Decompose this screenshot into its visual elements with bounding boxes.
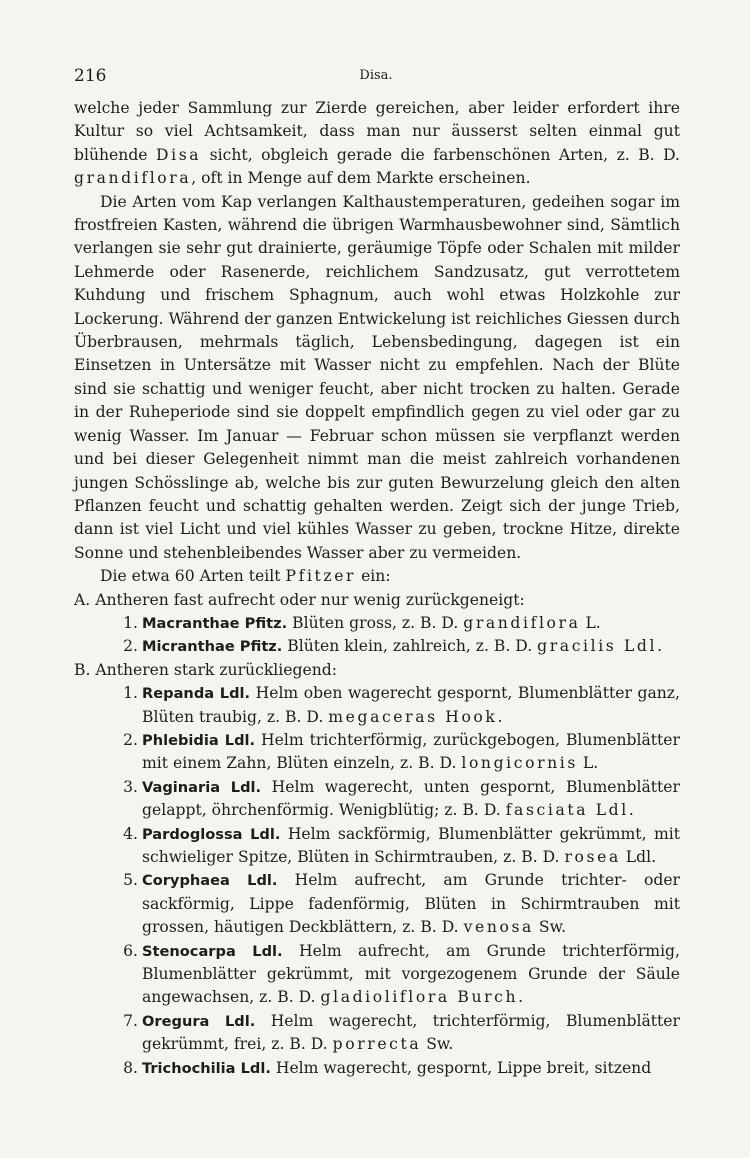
text-run: Helm wagerecht, unten gespornt, Blumenblätter gelappt, öhrchenförmig. Wenigblütig; z. B. D. (142, 777, 680, 820)
genus-name: Stenocarpa Ldl. (142, 942, 283, 960)
paragraph (74, 565, 680, 588)
text-run: Sw. (421, 1035, 454, 1054)
list-item (74, 1057, 680, 1080)
text-run: Helm wagerecht, gespornt, Lippe breit, sitzend (270, 1058, 652, 1077)
list-item (74, 635, 680, 658)
spaced-name: grandiflora (463, 613, 581, 632)
genus-name: Oregura Ldl. (142, 1012, 256, 1030)
spaced-name: fasciata Ldl. (505, 801, 637, 820)
item-number: 8. (123, 1058, 138, 1077)
genus-name: Macranthae Pfitz. (142, 614, 288, 632)
text-run: Helm sackförmig, Blumenblätter gekrümmt, mit schwieliger Spitze, Blüten in Schirmtrauben, z. B. D. (142, 824, 681, 866)
page-header (74, 66, 678, 90)
genus-name: Pardoglossa Ldl. (142, 825, 281, 843)
text-run: Die etwa 60 Arten teilt (100, 567, 286, 586)
group-heading (74, 589, 680, 612)
item-number: 2. (123, 730, 138, 749)
text-run: Blüten gross, z. B. D. (287, 613, 464, 632)
paragraph (74, 97, 680, 191)
spaced-name: longicornis (461, 754, 578, 773)
list-item (74, 869, 680, 939)
spaced-name: venosa (463, 918, 534, 937)
text-run: sicht, obgleich gerade die farbenschönen Arten, z. B. D. (201, 145, 680, 164)
group-text: Antheren fast aufrecht oder nur wenig zurückgeneigt: (95, 590, 525, 609)
spaced-name: grandiflora (74, 169, 192, 188)
running-title: Disa. (359, 68, 393, 83)
group-heading (74, 659, 680, 682)
item-number: 2. (123, 637, 138, 656)
text-run: Die Arten vom Kap verlangen Kalthaustemperaturen, gedeihen sogar im frostfreien Kasten, während die übrigen Warmhausbewohner sind, Sämtlich verlangen sie sehr gut drainierte, geräumige Töpfe oder Schalen mit milder Lehmerde oder Rasenerde, reichlichem Sandzusatz, gut verrottetem Kuhdung und frischem Sphagnum, auch wohl etwas Holzkohle zur Lockerung. Während der ganzen Entwickelung ist reichliches Giessen durch Überbrausen, mehrmals täglich, Lebensbedingung, dagegen ist ein Einsetzen in Untersätze mit Wasser nicht zu empfehlen. Nach der Blüte sind sie schattig und weniger feucht, aber nicht trocken zu halten. Gerade in der Ruheperiode sind sie doppelt empfindlich gegen zu viel oder gar zu wenig Wasser. Im Januar — Februar schon müssen sie verpflanzt werden und bei dieser Gelegenheit nimmt man die meist zahlreich vorhandenen jungen Schösslinge ab, welche bis zur guten Bewurzelung gleich den alten Pflanzen feucht und schattig gehalten werden. Zeigt sich der junge Trieb, dann ist viel Licht und viel kühles Wasser zu geben, trockne Hitze, direkte Sonne und stehenbleibendes Wasser aber zu vermeiden. (74, 192, 680, 562)
group-label: B. (74, 660, 91, 679)
text-run: Sw. (533, 918, 567, 937)
item-number: 5. (123, 871, 138, 890)
item-number: 3. (123, 777, 138, 796)
list-item (74, 940, 680, 1010)
genus-name: Repanda Ldl. (142, 685, 251, 703)
item-number: 7. (123, 1011, 138, 1030)
text-run: Helm trichterförmig, zurückgebogen, Blumenblätter mit einem Zahn, Blüten einzeln, z. B. D. (142, 730, 680, 773)
genus-name: Trichochilia Ldl. (142, 1059, 271, 1077)
item-number: 6. (123, 941, 138, 960)
group-text: Antheren stark zurückliegend: (95, 660, 337, 679)
genus-name: Phlebidia Ldl. (142, 731, 256, 749)
item-number: 1. (123, 613, 138, 632)
text-run: L. (580, 613, 601, 632)
text-run: ein: (356, 567, 391, 586)
item-number: 4. (123, 824, 138, 843)
text-run: , oft in Menge auf dem Markte erscheinen. (191, 169, 531, 188)
spaced-name: Disa (156, 145, 202, 164)
spaced-name: gladioliflora Burch. (320, 988, 526, 1007)
list-item (74, 776, 680, 823)
list-item (74, 823, 680, 870)
genus-name: Coryphaea Ldl. (142, 872, 278, 890)
spaced-name: gracilis Ldl. (537, 637, 665, 656)
list-item (74, 729, 680, 776)
spaced-name: rosea (564, 848, 621, 866)
spaced-name: megaceras Hook. (328, 707, 506, 726)
text-run: Blüten klein, zahlreich, z. B. D. (282, 637, 538, 656)
page-number: 216 (74, 66, 107, 86)
group-label: A. (74, 590, 91, 609)
list-item (74, 682, 680, 729)
text-run: Helm wagerecht, trichterförmig, Blumenblätter gekrümmt, frei, z. B. D. (142, 1011, 680, 1054)
text-run: Helm aufrecht, am Grunde trichterförmig, Blumenblätter gekrümmt, mit vorgezogenem Grunde der Säule angewachsen, z. B. D. (142, 941, 681, 1007)
paragraph (74, 191, 680, 566)
text-run: Helm oben wagerecht gespornt, Blumenblätter ganz, Blüten traubig, z. B. D. (142, 684, 680, 726)
list-item (74, 1010, 680, 1057)
genus-name: Micranthae Pfitz. (142, 638, 283, 656)
text-run: Ldl. (620, 848, 657, 866)
text-run: L. (577, 754, 599, 773)
spaced-name: Pfitzer (285, 567, 357, 586)
text-run: Helm aufrecht, am Grunde trichter- oder sackförmig, Lippe fadenförmig, Blüten in Schirmtrauben mit grossen, häutigen Deckblättern, z. B. D. (142, 871, 681, 937)
body-text (74, 97, 680, 1080)
list-item (74, 612, 680, 635)
spaced-name: porrecta (332, 1035, 422, 1054)
genus-name: Vaginaria Ldl. (142, 778, 262, 796)
item-number: 1. (123, 684, 138, 703)
text-run: welche jeder Sammlung zur Zierde gereichen, aber leider erfordert ihre Kultur so viel Achtsamkeit, dass man nur äusserst selten einmal gut blühende (74, 99, 680, 164)
